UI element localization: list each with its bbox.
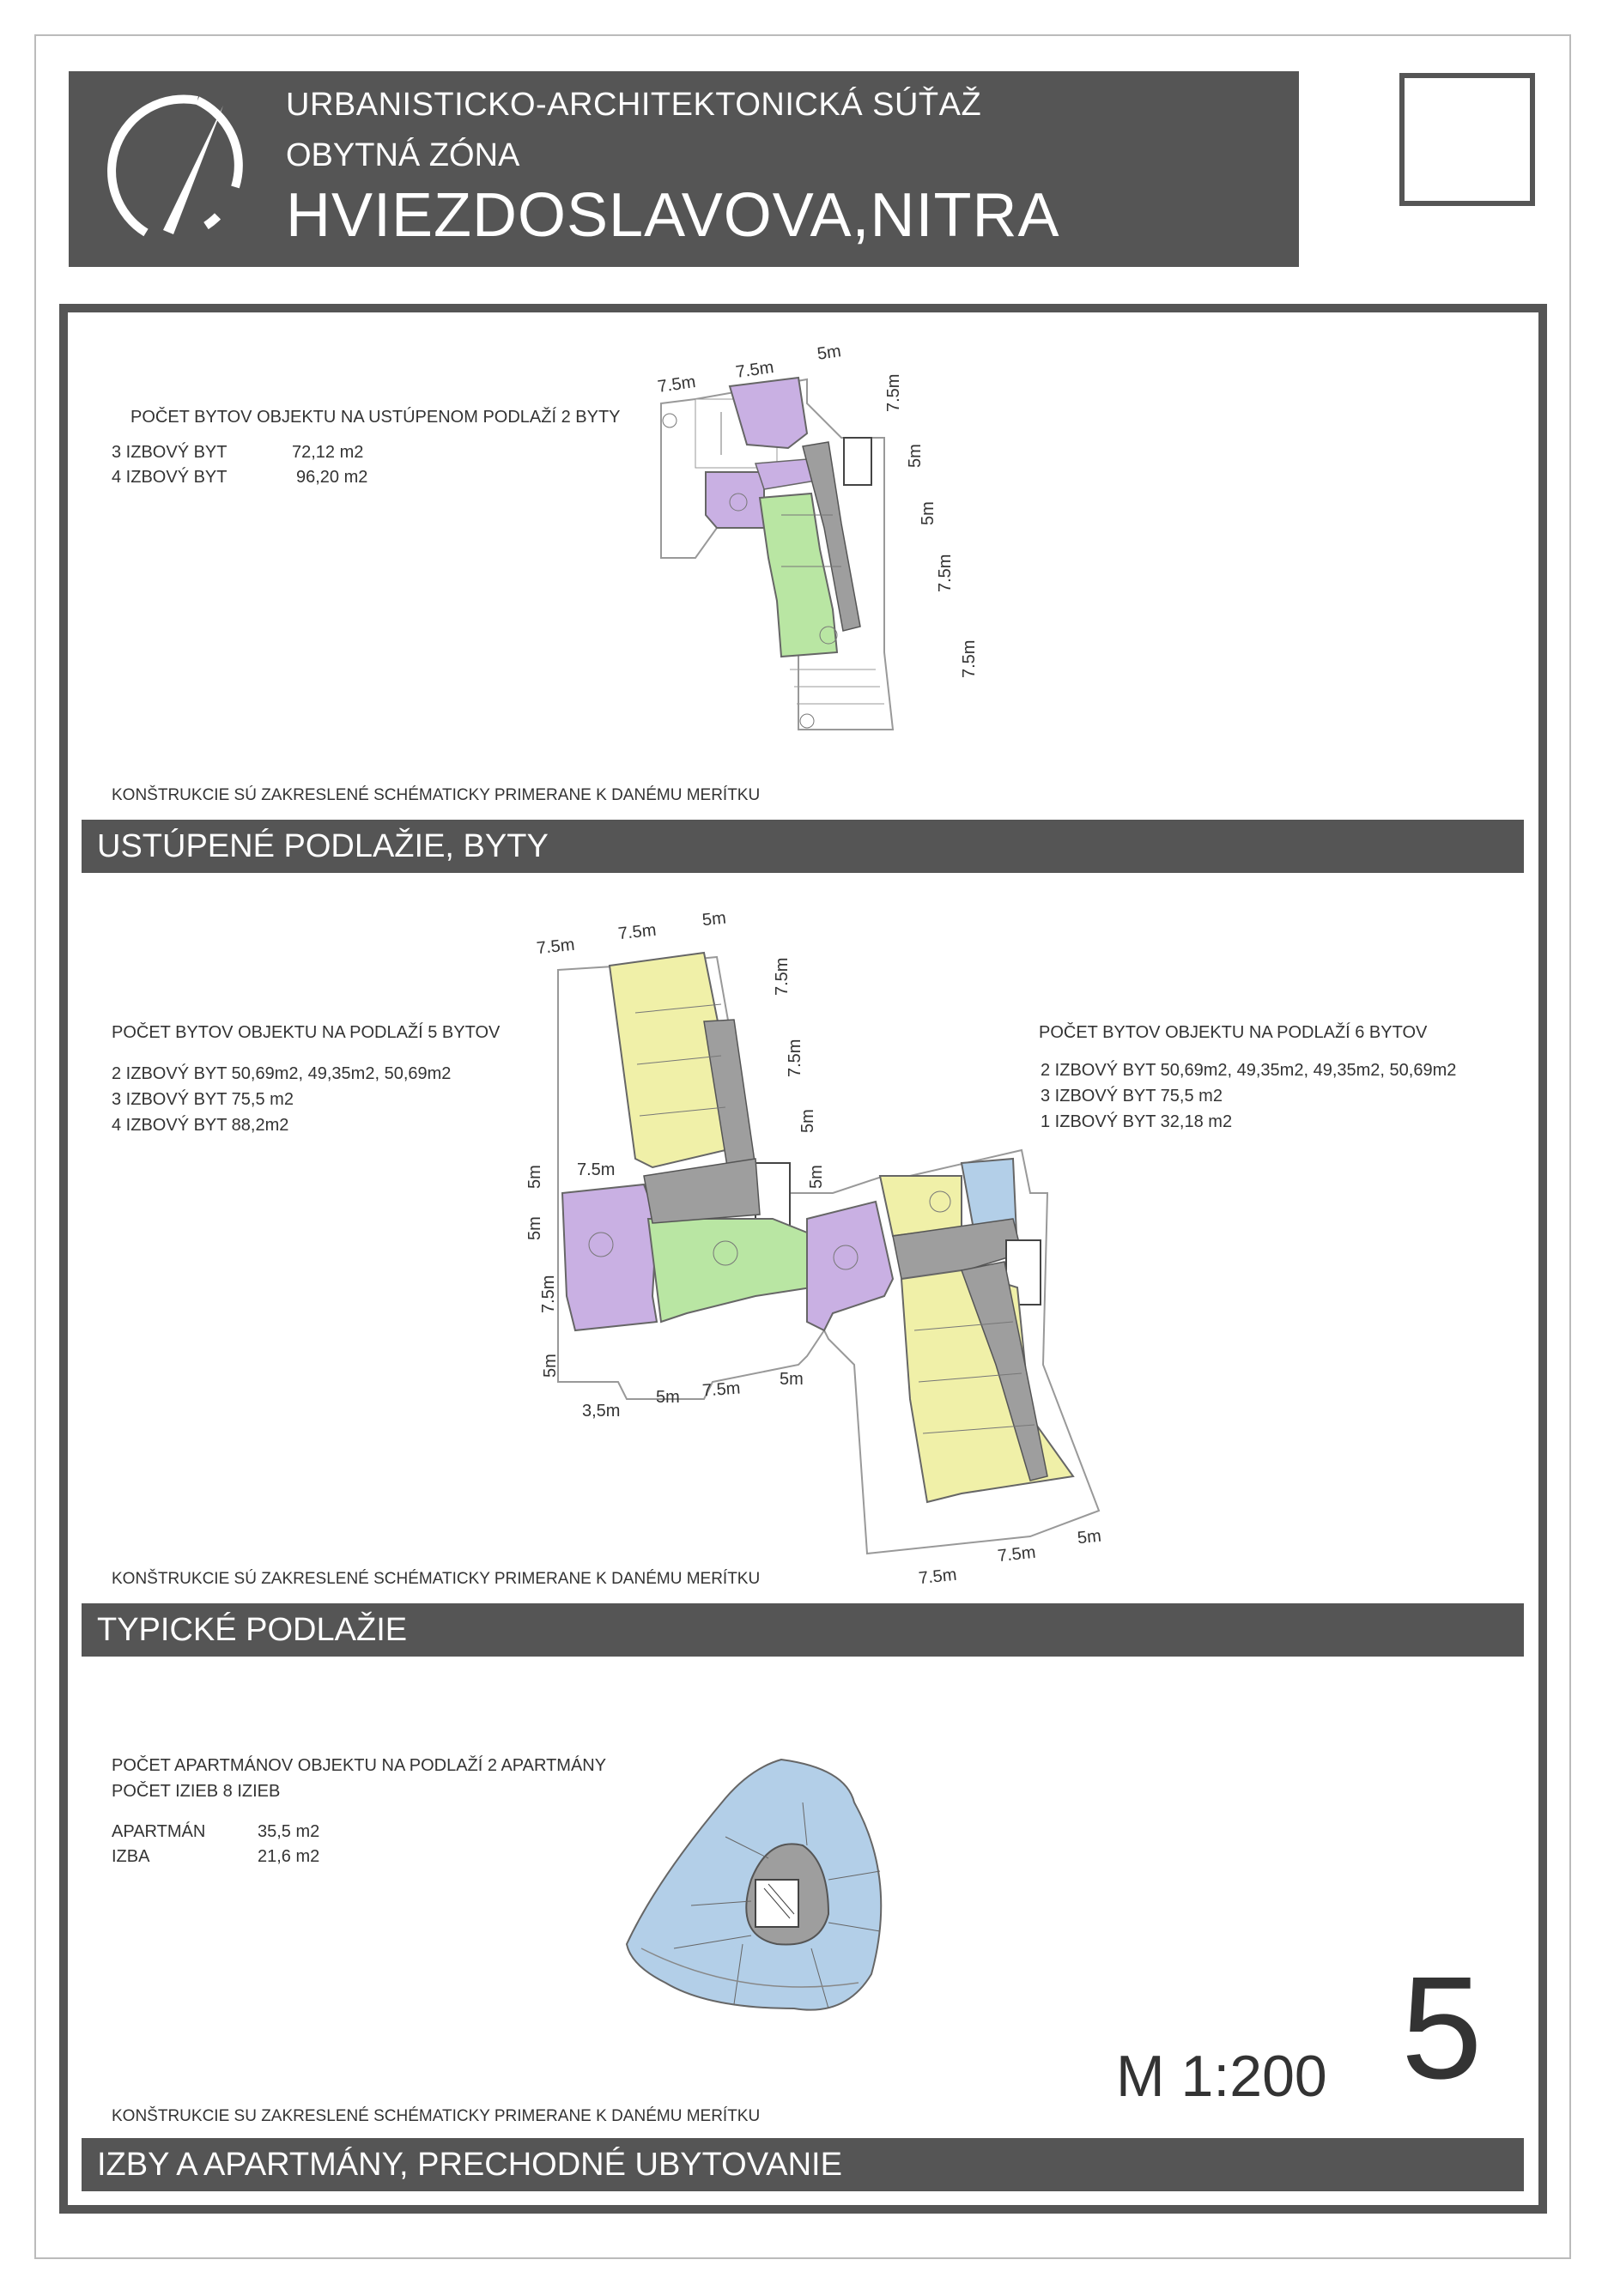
section1-title-bar: USTÚPENÉ PODLAŽIE, BYTY: [82, 820, 1524, 873]
section3-row-2-area: 21,6 m2: [258, 1847, 320, 1866]
section3-note: KONŠTRUKCIE SU ZAKRESLENÉ SCHÉMATICKY PRIMERANE K DANÉMU MERÍTKU: [112, 2107, 761, 2125]
section3-title-1: POČET APARTMÁNOV OBJEKTU NA PODLAŽÍ 2 APARTMÁNY: [112, 1756, 607, 1775]
apartment-floor-plan: [622, 1751, 914, 2013]
s1-dim-8: 7.5m: [960, 639, 979, 678]
s2-dim-top-2: 7.5m: [616, 920, 658, 944]
s2-dim-bottom-3: 7.5m: [701, 1378, 742, 1401]
s1-dim-5: 5m: [906, 444, 925, 468]
section2-right-row-3: 1 IZBOVÝ BYT 32,18 m2: [1041, 1112, 1233, 1131]
s2-dim-top-3: 5m: [701, 908, 727, 930]
section3-row-1-label: APARTMÁN: [112, 1822, 206, 1841]
section1-note: KONŠTRUKCIE SÚ ZAKRESLENÉ SCHÉMATICKY PRIMERANE K DANÉMU MERÍTKU: [112, 786, 761, 804]
section2-left-row-1: 2 IZBOVÝ BYT 50,69m2, 49,35m2, 50,69m2: [112, 1064, 452, 1083]
section3-title-bar: IZBY A APARTMÁNY, PRECHODNÉ UBYTOVANIE: [82, 2138, 1524, 2191]
section2-right-title: POČET BYTOV OBJEKTU NA PODLAŽÍ 6 BYTOV: [1039, 1023, 1428, 1042]
s2-dim-bottom-1: 3,5m: [582, 1402, 621, 1421]
s1-dim-1: 7.5m: [656, 373, 697, 397]
s2-dim-right-1: 7.5m: [773, 957, 792, 996]
s2-dim-mid-vertical: 5m: [807, 1165, 826, 1189]
s2-dim-bottom-4: 5m: [780, 1370, 804, 1389]
section3-title-2: POČET IZIEB 8 IZIEB: [112, 1782, 281, 1801]
s1-dim-2: 7.5m: [734, 358, 775, 382]
section2-left-row-2: 3 IZBOVÝ BYT 75,5 m2: [112, 1090, 294, 1109]
section1-count-title: POČET BYTOV OBJEKTU NA USTÚPENOM PODLAŽÍ 2 BYTY: [130, 408, 621, 427]
section1-row-2-area: 96,20 m2: [296, 468, 368, 487]
s2-dim-left-4: 5m: [541, 1354, 560, 1378]
s1-dim-6: 5m: [919, 501, 937, 525]
s2-dim-mid: 7.5m: [577, 1160, 616, 1179]
section1-row-1-label: 3 IZBOVÝ BYT: [112, 443, 228, 462]
sheet-number: 5: [1401, 1947, 1483, 2110]
s2-dim-bottom-2: 5m: [656, 1388, 680, 1407]
s1-dim-3: 5m: [816, 342, 843, 364]
header-line-3: HVIEZDOSLAVOVA,NITRA: [286, 181, 1060, 250]
header-line-1: URBANISTICKO-ARCHITEKTONICKÁ SÚŤAŽ: [286, 87, 982, 123]
section2-right-row-1: 2 IZBOVÝ BYT 50,69m2, 49,35m2, 49,35m2, 50,69m2: [1041, 1061, 1457, 1080]
scale-label: M 1:200: [1116, 2044, 1327, 2109]
stamp-box: [1399, 73, 1535, 206]
s2-dim-left-2: 5m: [525, 1216, 544, 1240]
typical-floor-plan: [549, 918, 1133, 1571]
s2-dim-right-3: 5m: [798, 1109, 817, 1133]
setback-floor-plan: [635, 343, 927, 755]
section2-right-row-2: 3 IZBOVÝ BYT 75,5 m2: [1041, 1087, 1223, 1106]
section2-title-bar: TYPICKÉ PODLAŽIE: [82, 1603, 1524, 1657]
section3-row-1-area: 35,5 m2: [258, 1822, 320, 1841]
section3-row-2-label: IZBA: [112, 1847, 150, 1866]
s2-dim-left-1: 5m: [525, 1165, 544, 1189]
header-line-2: OBYTNÁ ZÓNA: [286, 137, 520, 173]
s1-dim-4: 7.5m: [884, 373, 903, 412]
section1-row-2-label: 4 IZBOVÝ BYT: [112, 468, 228, 487]
s1-dim-7: 7.5m: [936, 554, 955, 592]
s2-dim-left-3: 7.5m: [539, 1275, 558, 1313]
s2-dim-right-2: 7.5m: [786, 1039, 804, 1077]
s2-dim-br-3: 5m: [1076, 1526, 1102, 1548]
section1-row-1-area: 72,12 m2: [292, 443, 364, 462]
s2-dim-br-2: 7.5m: [996, 1542, 1037, 1566]
s2-dim-top-1: 7.5m: [535, 935, 576, 959]
section2-left-row-3: 4 IZBOVÝ BYT 88,2m2: [112, 1116, 289, 1135]
s2-dim-br-1: 7.5m: [917, 1565, 958, 1589]
section2-note: KONŠTRUKCIE SÚ ZAKRESLENÉ SCHÉMATICKY PRIMERANE K DANÉMU MERÍTKU: [112, 1570, 761, 1588]
section2-left-title: POČET BYTOV OBJEKTU NA PODLAŽÍ 5 BYTOV: [112, 1023, 501, 1042]
competition-logo-icon: [94, 88, 249, 243]
